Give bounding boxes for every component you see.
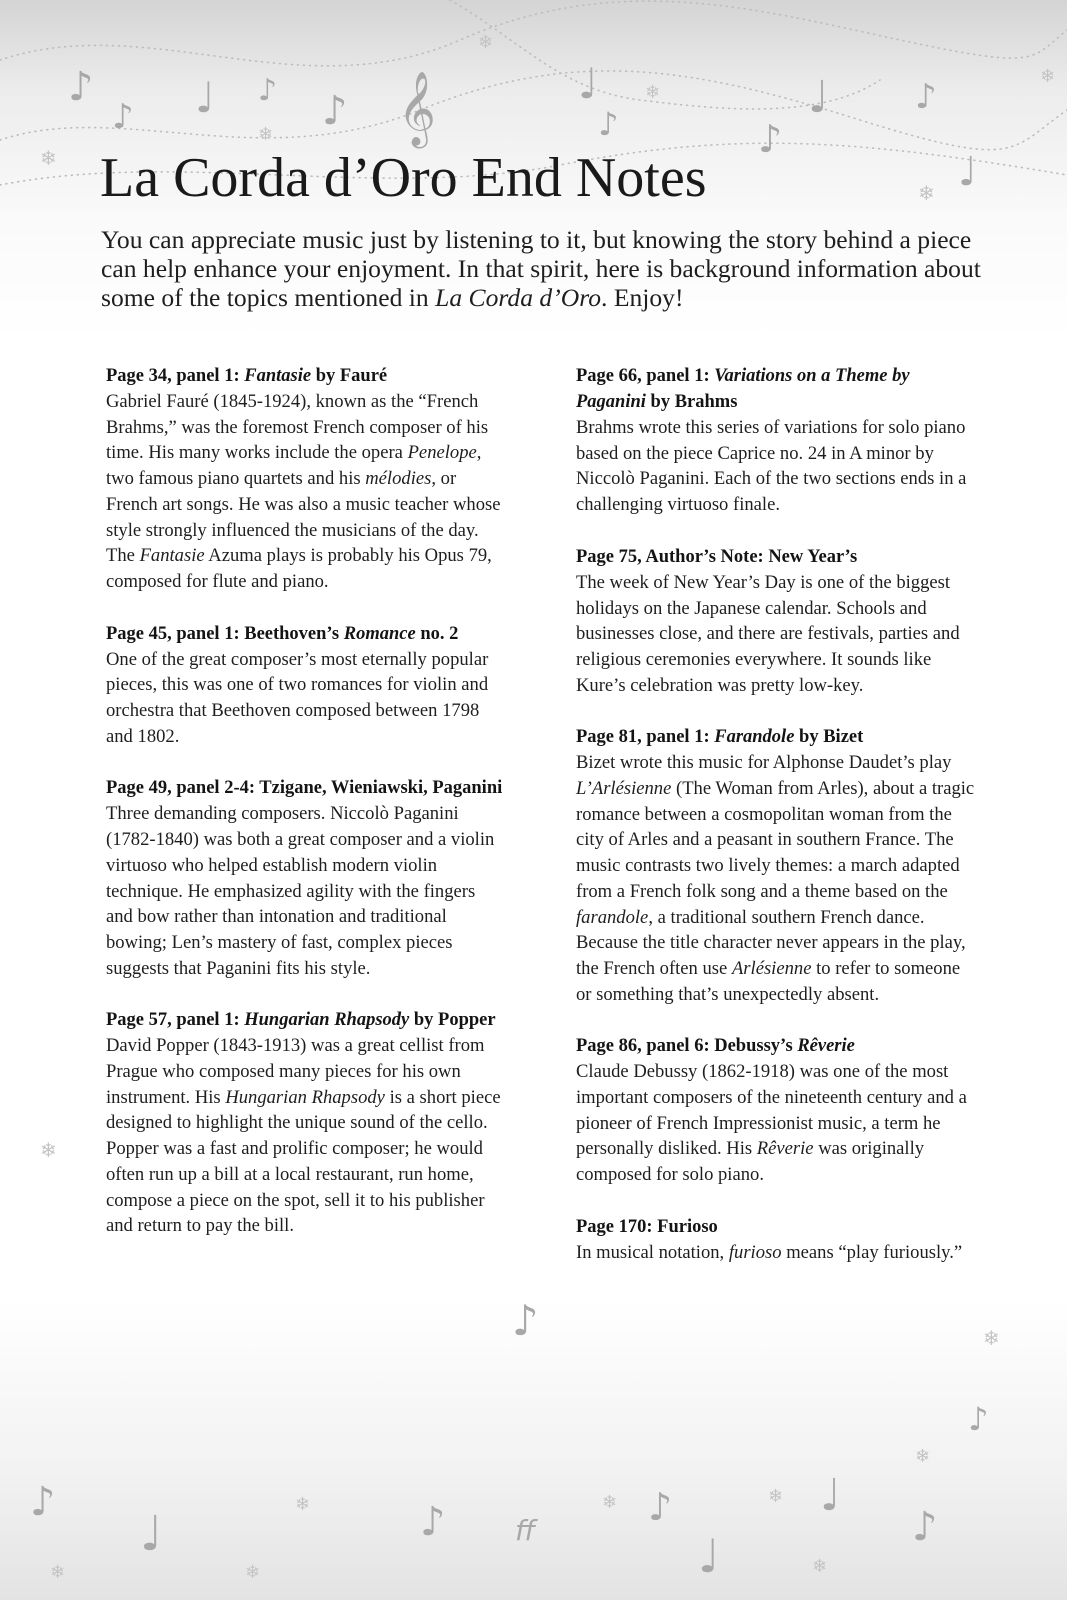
entry-body (106, 801, 506, 981)
entry-heading (576, 724, 976, 750)
italic-title: Rhapsody (311, 1086, 385, 1108)
italic-title: Rêverie (756, 1138, 814, 1160)
heading-italic-title: Fantasie (244, 366, 312, 386)
text-line: traditional southern French dance. Because (576, 906, 925, 954)
text-line: from Prague who composed many pieces (106, 1035, 485, 1083)
quarter-note-icon: ♩ (140, 1506, 163, 1562)
text-line: flute and piano. (212, 570, 329, 592)
text-line: everywhere. It sounds like Kure’s celebration (576, 648, 932, 696)
heading-text: by Popper (409, 1010, 496, 1031)
eighth-note-icon: ♪ (30, 1479, 56, 1525)
text-segment: (The Woman from (671, 778, 814, 800)
snowflake-icon: ❄ (983, 1326, 1000, 1350)
italic-title: Hungarian (225, 1086, 307, 1108)
text-line: of the two sections ends in a challenging (576, 468, 967, 516)
note-entry (576, 363, 976, 518)
text-line: the title character never appears in the play, (642, 932, 966, 954)
text-segment: In musical notation, (576, 1241, 729, 1263)
text-segment: Azuma (204, 545, 262, 567)
quarter-note-icon: ♩ (820, 1470, 841, 1521)
entry-body (576, 570, 976, 699)
heading-text: by Bizet (794, 727, 864, 748)
entry-heading (106, 363, 506, 389)
quarter-note-icon: ♩ (195, 73, 215, 122)
text-line: biggest holidays on the Japanese calendar. (576, 571, 951, 619)
text-line: bowing; Len’s mastery of fast, complex (106, 931, 402, 953)
entry-body (576, 415, 976, 518)
text-segment: works include the opera (224, 442, 408, 464)
heading-text: Page 75, Author’s Note: New Year’s (576, 546, 858, 567)
text-line: One of the great composer’s most eternally (106, 648, 427, 670)
heading-italic-title: Hungarian Rhapsody (244, 1010, 410, 1031)
entry-heading (106, 1007, 506, 1033)
snowflake-icon: ❄ (245, 1562, 261, 1583)
text-line: Gabriel Fauré (1845-1924), known as (106, 391, 387, 412)
text-line: absent. (826, 983, 880, 1005)
text-line: or French art songs. He was also a music (106, 468, 457, 515)
text-line: establish modern violin technique. He (106, 854, 438, 902)
text-line: the “French Brahms,” was the foremost (106, 391, 479, 438)
text-line: of the most important composers of the (576, 1061, 949, 1109)
entry-heading (576, 1033, 976, 1059)
entry-body (106, 1033, 506, 1239)
intro-text: You can appreciate music just by listening to it, but knowing the story behind a piece can help enhance your enjoyment. In that spirit, here is background information about some of the topics mentioned in (101, 225, 981, 312)
text-segment: , a (648, 906, 666, 928)
note-entry (106, 775, 506, 981)
quarter-note-icon: ♩ (698, 1529, 720, 1583)
page-title: La Corda d’Oro End Notes (100, 147, 707, 209)
heading-italic-title: Rêverie (797, 1036, 855, 1057)
heading-italic-title: Romance (343, 623, 416, 644)
eighth-note-icon: ♪ (915, 77, 937, 117)
heading-text: Page 170: Furioso (576, 1216, 718, 1237)
text-segment: disliked. His (658, 1138, 757, 1160)
quarter-note-icon: ♩ (958, 149, 977, 195)
note-entry (106, 621, 506, 750)
snowflake-icon: ❄ (602, 1492, 618, 1513)
text-line: Arles), about a tragic romance between (576, 778, 975, 825)
text-line: pay the bill. (205, 1215, 294, 1237)
text-line: Claude Debussy (1862-1918) was one (576, 1061, 861, 1083)
text-line: The week of New Year’s Day is one of the (576, 571, 892, 593)
heading-italic-title: Variations on a Theme by Paganini (576, 366, 910, 412)
text-segment: was originally (813, 1138, 925, 1160)
heading-text: Page 81, panel 1: (576, 727, 715, 748)
heading-italic-title: Farandole (714, 727, 795, 748)
text-segment: famous piano quartets and his (138, 468, 366, 490)
heading-text: Page 34, panel 1: (106, 366, 245, 386)
treble-clef-icon: 𝄞 (398, 72, 436, 146)
text-line: virtuoso finale. (667, 494, 780, 516)
eighth-note-icon: ♪ (68, 64, 94, 110)
heading-text: Page 45, panel 1: Beethoven’s (106, 623, 344, 644)
text-line: restaurant, run home, compose a piece on (106, 1163, 474, 1211)
eighth-note-icon: ♪ (322, 88, 348, 134)
text-line: teacher whose style strongly influenced the (106, 493, 501, 541)
text-line: composer and a violin virtuoso who helped (106, 829, 495, 876)
text-line: 24 in A minor by Niccolò Paganini. Each (576, 442, 934, 490)
eighth-note-icon: ♪ (598, 105, 619, 143)
eighth-note-icon: ♪ (968, 1400, 989, 1438)
snowflake-icon: ❄ (295, 1494, 311, 1515)
quarter-note-icon: ♩ (578, 59, 598, 108)
entry-body (576, 750, 976, 1007)
heading-text: Page 49, panel 2-4: Tzigane, Wieniawski, Paganini (106, 778, 503, 799)
text-line: Schools and businesses close, and there are (576, 597, 927, 645)
text-line: a cosmopolitan woman from the city of (576, 803, 952, 851)
italic-title: Fantasie (139, 545, 205, 567)
entry-heading (106, 775, 506, 801)
italic-title: Arlésienne (731, 957, 812, 979)
text-line: popular pieces, this was one of two (106, 648, 489, 696)
text-line: romances for violin and orchestra that (106, 674, 489, 722)
text-line: highlight the unique sound of the cello. (195, 1112, 488, 1134)
snowflake-icon: ❄ (50, 1562, 66, 1583)
text-segment: the French often use (576, 957, 732, 979)
text-line: David Popper (1843-1913) was a great cellist (106, 1035, 444, 1057)
text-line: plays is probably his Opus 79, composed for (106, 545, 492, 592)
note-entry (106, 1007, 506, 1239)
entry-body (576, 1240, 976, 1266)
text-line: was pretty low-key. (717, 674, 864, 696)
text-line: furiously.” (883, 1241, 963, 1263)
text-line: the spot, sell it to his publisher and return to (106, 1189, 485, 1237)
text-line: Arles and a peasant in southern France. (627, 829, 921, 851)
text-line: Three demanding composers. Niccolò (106, 803, 389, 825)
intro-text-end: . Enjoy! (601, 283, 684, 312)
text-line: bow rather than intonation and traditional (137, 906, 447, 928)
text-line: Impressionist music, a term he personally (576, 1112, 941, 1160)
snowflake-icon: ❄ (40, 146, 57, 170)
text-line: he would often run up a bill at a local (106, 1138, 483, 1185)
snowflake-icon: ❄ (768, 1486, 784, 1507)
entry-body (576, 1059, 976, 1188)
italic-title: L’Arlésienne (576, 778, 672, 800)
dotted-staff-line (450, 0, 880, 109)
note-entry (576, 1214, 976, 1266)
text-line: march adapted from a French folk song (576, 855, 960, 902)
entry-body (106, 647, 506, 750)
left-column (106, 363, 506, 1265)
text-segment: for his own instrument. His (106, 1061, 461, 1108)
text-segment: is a short piece designed to (106, 1086, 501, 1134)
text-segment: and a theme based on the (760, 880, 948, 902)
heading-text: by Brahms (645, 392, 738, 412)
snowflake-icon: ❄ (812, 1556, 828, 1577)
text-line: Beethoven composed between 1798 and (106, 700, 480, 747)
eighth-note-icon: ♪ (420, 1499, 446, 1545)
snowflake-icon: ❄ (478, 32, 494, 53)
snowflake-icon: ❄ (40, 1138, 57, 1162)
text-line: Brahms wrote this series of variations for (576, 417, 884, 438)
italic-title: mélodies (365, 468, 432, 490)
italic-title: farandole (576, 906, 649, 928)
dotted-staff-line (0, 1, 1067, 66)
snowflake-icon: ❄ (1040, 66, 1056, 87)
text-line: solo piano based on the piece Caprice no. (576, 417, 966, 464)
eighth-note-icon: ♪ (758, 117, 783, 161)
intro-paragraph (101, 225, 1001, 312)
entry-body (106, 389, 506, 595)
text-segment: Daudet’s play (848, 752, 952, 774)
snowflake-icon: ❄ (645, 82, 661, 103)
dotted-staff-line (0, 71, 1067, 150)
entry-heading (106, 621, 506, 647)
note-entry (576, 544, 976, 699)
intro-title-italic: La Corda d’Oro (435, 283, 602, 312)
eighth-note-icon: ♪ (512, 1296, 539, 1345)
text-line: composed for solo piano. (576, 1164, 764, 1186)
text-line: festivals, parties and religious ceremonies (576, 623, 960, 670)
text-segment: musicians of the day. The (106, 519, 479, 567)
eighth-note-icon: ♪ (648, 1485, 673, 1529)
heading-text: Page 86, panel 6: Debussy’s (576, 1036, 798, 1057)
note-entry (576, 724, 976, 1007)
eighth-note-icon: ♪ (112, 97, 134, 137)
heading-text: by Fauré (311, 366, 388, 386)
right-column (576, 363, 976, 1292)
text-line: nineteenth century and a pioneer of French (576, 1087, 967, 1134)
text-line: The music contrasts two lively themes: a (576, 829, 954, 877)
heading-text: no. 2 (415, 623, 459, 644)
fortissimo-mark: ff (515, 1514, 536, 1547)
heading-text: Page 57, panel 1: (106, 1010, 245, 1031)
text-segment: , (431, 468, 437, 490)
entry-heading (576, 363, 976, 415)
snowflake-icon: ❄ (258, 124, 274, 145)
snowflake-icon: ❄ (918, 181, 935, 205)
text-line: emphasized agility with the fingers and (106, 880, 476, 928)
snowflake-icon: ❄ (915, 1446, 931, 1467)
entry-heading (576, 544, 976, 570)
text-line: French composer of his time. His many (106, 416, 489, 464)
text-line: 1802. (137, 725, 180, 747)
text-line: someone or something that’s unexpectedly (576, 957, 961, 1005)
quarter-note-icon: ♩ (808, 72, 829, 123)
heading-text: Page 66, panel 1: (576, 366, 715, 386)
text-segment: to refer to (811, 957, 890, 979)
note-entry (106, 363, 506, 595)
text-line: Popper was a fast and prolific composer; (106, 1138, 410, 1160)
note-entry (576, 1033, 976, 1188)
text-segment: , two (106, 442, 482, 490)
text-line: Paganini (1782-1840) was both a great (106, 803, 459, 851)
text-line: Bizet wrote this music for Alphonse (576, 752, 845, 774)
italic-title: furioso (728, 1241, 782, 1263)
italic-title: Penelope (407, 442, 477, 464)
eighth-note-icon: ♪ (258, 73, 278, 108)
text-segment: means “play (781, 1241, 879, 1263)
text-line: pieces suggests that Paganini fits his style. (106, 931, 453, 979)
entry-heading (576, 1214, 976, 1240)
eighth-note-icon: ♪ (912, 1504, 938, 1550)
